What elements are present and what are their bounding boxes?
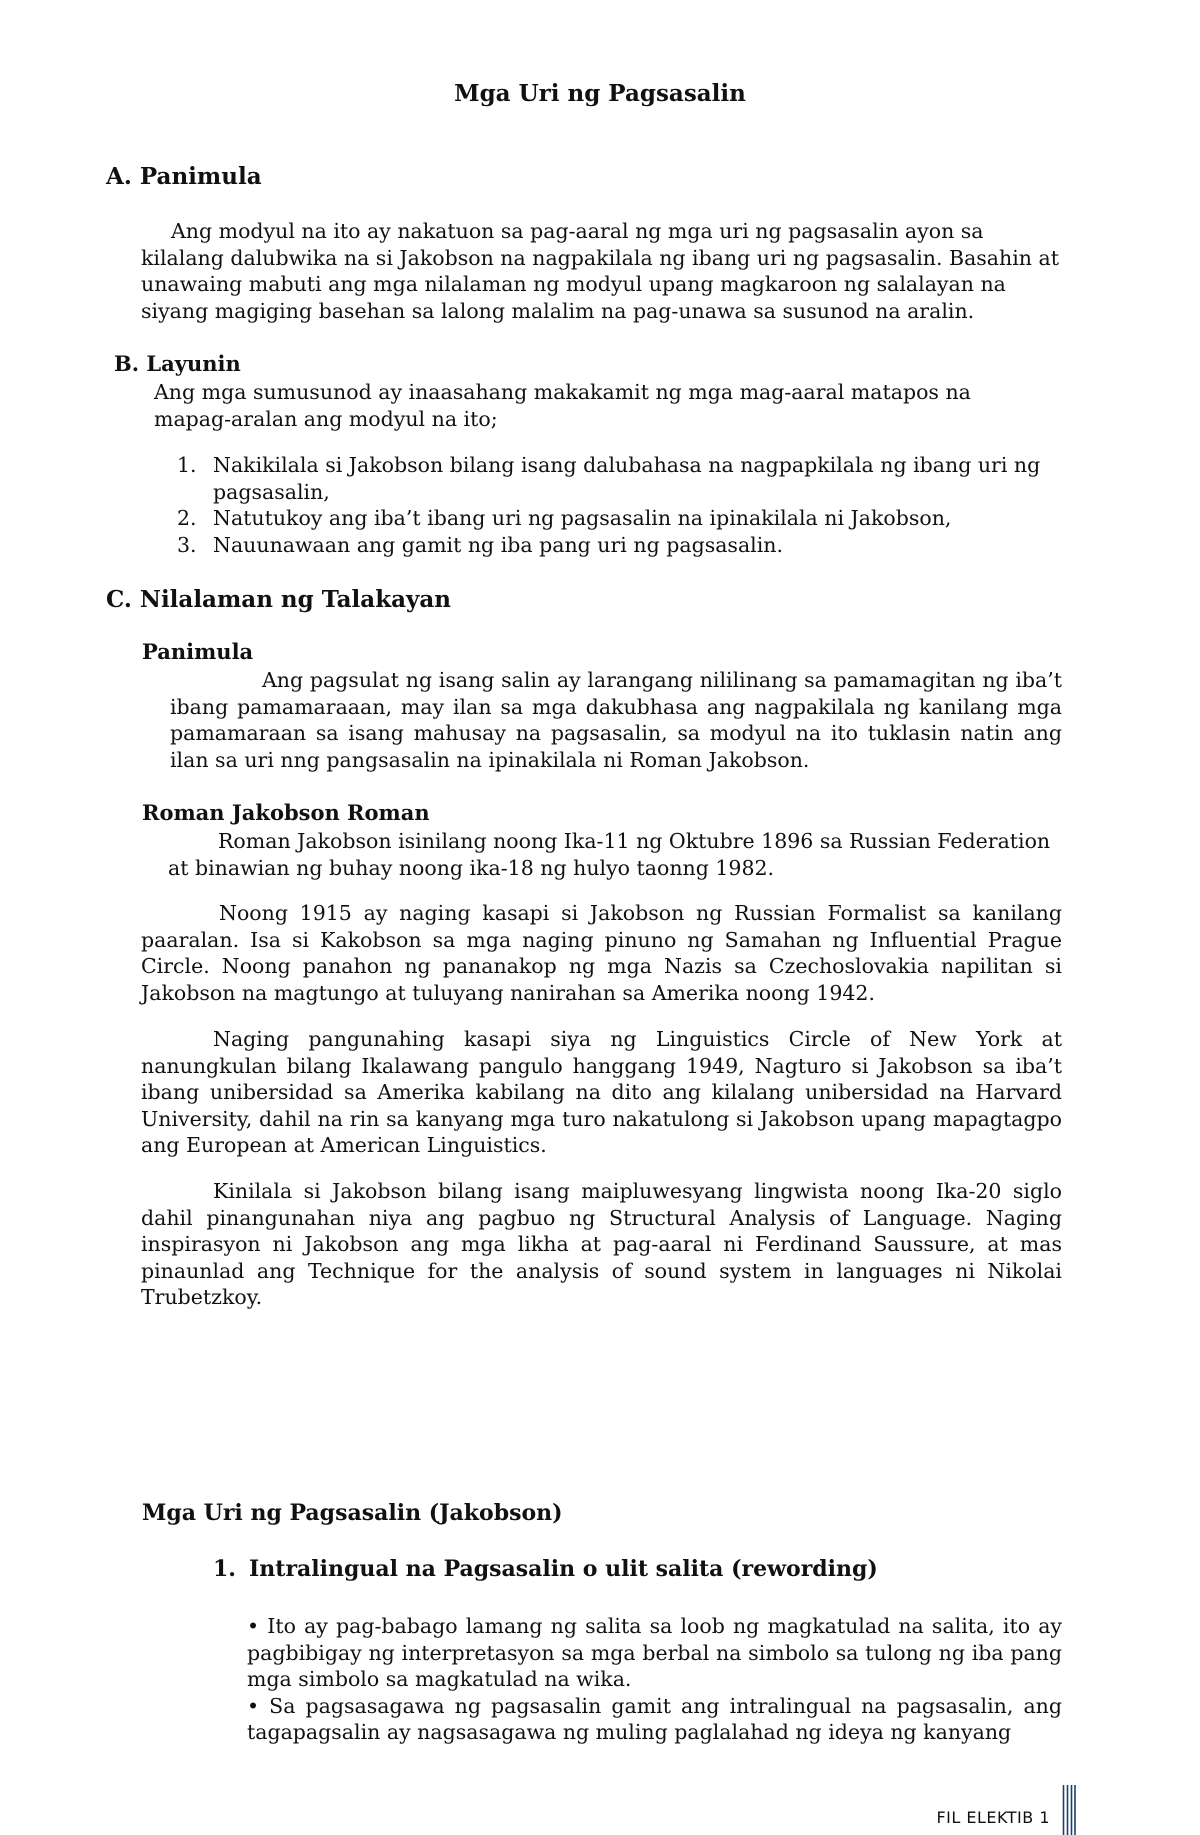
objectives-list [177, 452, 1057, 558]
objective-number: 3. [177, 532, 197, 557]
bullet-text: Sa pagsasagawa ng pagsasalin gamit ang intralingual na pagsasalin, ang tagapagsalin ay nagsasagawa ng muling paglalahad ng ideya ng kanyang [247, 1693, 1062, 1744]
roman-jakobson-paragraph: Roman Jakobson isinilang noong Ika-11 ng Oktubre 1896 sa Russian Federation at binawian ng buhay noong ika-18 ng hulyo taonng 1982. [168, 829, 1051, 880]
objective-text: Natutukoy ang iba’t ibang uri ng pagsasalin na ipinakilala ni Jakobson, [213, 506, 952, 530]
section-b-intro: Ang mga sumusunod ay inaasahang makakamit ng mga mag-aaral matapos na mapag-aralan ang modyul na ito; [154, 380, 971, 431]
list-item [247, 1613, 1062, 1693]
panimula-paragraph: Ang pagsulat ng isang salin ay larangang nililinang sa pamamagitan ng iba’t ibang pamamaraaan, may ilan sa mga dakubhasa ang nagpakilala ng kanilang mga pamamaraan sa isang mahusay na pagsasalin, sa modyul na ito tuklasin natin ang ilan sa uri nng pangsasalin na ipinakilala ni Roman Jakobson. [170, 668, 1062, 772]
content-paragraph-3: Kinilala si Jakobson bilang isang maipluwesyang lingwista noong Ika-20 siglo dahil pinangunahan niya ang pagbuo ng Structural Analysis of Language. Naging inspirasyon ni Jakobson ang mga likha at pag-aaral ni Ferdinand Saussure, at mas pinaunlad ang Technique for the analysis of sound system in languages ni Nikolai Trubetzkoy. [141, 1179, 1062, 1309]
panimula-subheading: Panimula [142, 639, 254, 664]
footer-lines-icon [1062, 1785, 1076, 1835]
bullet-icon: • [247, 1693, 260, 1718]
uri-heading: Mga Uri ng Pagsasalin (Jakobson) [142, 1500, 563, 1526]
roman-jakobson-subheading: Roman Jakobson Roman [142, 800, 430, 825]
objective-item [177, 532, 1057, 559]
section-a-heading: A. Panimula [106, 163, 262, 190]
uri-bullet-list [247, 1613, 1062, 1746]
footer-label: FIL ELEKTIB 1 [936, 1808, 1050, 1827]
bullet-text: Ito ay pag-babago lamang ng salita sa loob ng magkatulad na salita, ito ay pagbibigay ng interpretasyon sa mga berbal na simbolo sa tulong ng iba pang mga simbolo sa magkatulad na wika. [247, 1614, 1062, 1691]
objective-text: Nakikilala si Jakobson bilang isang dalubahasa na nagpapkilala ng ibang uri ng pagsasalin, [213, 453, 1041, 504]
section-c-heading: C. Nilalaman ng Talakayan [106, 586, 452, 613]
objective-number: 2. [177, 506, 197, 530]
uri-item-1-number: 1. [213, 1556, 236, 1582]
objective-text: Nauunawaan ang gamit ng iba pang uri ng pagsasalin. [213, 532, 784, 557]
bullet-icon: • [247, 1614, 260, 1638]
uri-item-1-title: Intralingual na Pagsasalin o ulit salita (rewording) [249, 1556, 878, 1582]
objective-item [177, 452, 1057, 505]
objective-item [177, 505, 1057, 532]
document-title: Mga Uri ng Pagsasalin [454, 80, 746, 107]
list-item [247, 1693, 1062, 1746]
content-paragraph-1: Noong 1915 ay naging kasapi si Jakobson ng Russian Formalist sa kanilang paaralan. Isa si Kakobson sa mga naging pinuno ng Samahan ng Influential Prague Circle. Noong panahon ng pananakop ng mga Nazis sa Czechoslovakia napilitan si Jakobson na magtungo at tuluyang nanirahan sa Amerika noong 1942. [141, 901, 1062, 1005]
section-b-heading: B. Layunin [114, 351, 241, 376]
objective-number: 1. [177, 453, 197, 477]
section-a-paragraph: Ang modyul na ito ay nakatuon sa pag-aaral ng mga uri ng pagsasalin ayon sa kilalang dalubwika na si Jakobson na nagpakilala ng ibang uri ng pagsasalin. Basahin at unawaing mabuti ang mga nilalaman ng modyul upang magkaroon ng salalayan na siyang magiging basehan sa lalong malalim na pag-unawa sa susunod na aralin. [141, 219, 1059, 323]
content-paragraph-2: Naging pangunahing kasapi siya ng Linguistics Circle of New York at nanungkulan bilang Ikalawang pangulo hanggang 1949, Nagturo si Jakobson sa iba’t ibang unibersidad sa Amerika kabilang na dito ang kilalang unibersidad na Harvard University, dahil na rin sa kanyang mga turo nakatulong si Jakobson upang mapagtagpo ang European at American Linguistics. [141, 1027, 1062, 1157]
